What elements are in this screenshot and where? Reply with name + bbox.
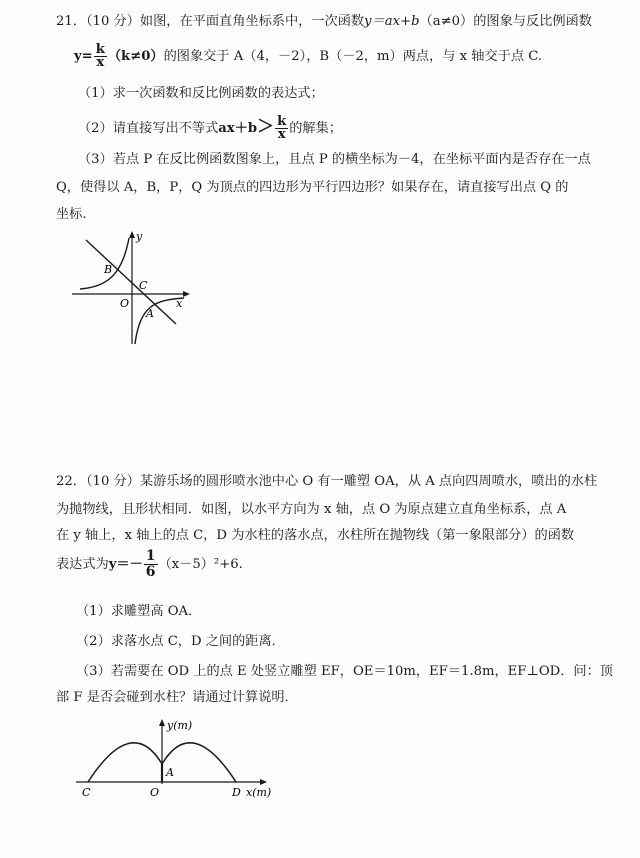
q22-figure [70, 716, 290, 806]
q22-part-1: （1）求雕塑高 OA． [76, 604, 202, 619]
q21-k-over-x [94, 44, 107, 69]
q22-label-x: x(m) [246, 786, 272, 799]
q21-label-O: O [120, 297, 130, 310]
q22-x-arrow-icon [260, 779, 267, 785]
q21-score: （10 分） [85, 14, 140, 29]
q21-part-2 [78, 112, 342, 144]
q21-label-C: C [139, 279, 148, 292]
q22-frac-den: 6 [145, 564, 156, 580]
q22-parabola-left [88, 743, 162, 782]
q21-part-2a: （2）请直接写出不等式 [78, 121, 219, 136]
q21-y-arrow-icon [129, 231, 135, 238]
q21-text-1a: 如图，在平面直角坐标系中，一次函数 [139, 14, 365, 29]
q22-line-2: 为抛物线，且形状相同．如图，以水平方向为 x 轴，点 O 为原点建立直角坐标系，点 A [56, 502, 567, 517]
q22-expr-rest: （x－5）²+6. [158, 557, 243, 572]
q21-part-3-line-1: （3）若点 P 在反比例函数图象上，且点 P 的横坐标为－4，在坐标平面内是否存在一点 [78, 152, 591, 167]
q22-line-3: 在 y 轴上，x 轴上的点 C，D 为水柱的落水点，水柱所在抛物线（第一象限部分）的函数 [56, 528, 575, 543]
q22-label-C: C [82, 786, 91, 799]
q21-ineq-num: k [277, 114, 287, 129]
q21-part-3-line-3: 坐标. [56, 207, 87, 222]
q21-label-x: x [176, 297, 183, 310]
q21-number: 21． [56, 14, 86, 29]
q21-line-2 [74, 42, 542, 72]
q22-number: 22． [56, 474, 86, 489]
q22-label-O: O [150, 786, 160, 799]
q21-label-A: A [146, 307, 154, 320]
q21-label-y: y [136, 230, 143, 243]
q21-part-1: （1）求一次函数和反比例函数的表达式； [78, 86, 324, 101]
q21-inequality-right [275, 116, 288, 141]
q21-frac-den: x [96, 55, 105, 70]
q22-score: （10 分） [85, 474, 140, 489]
q21-linear-eq: y＝ax+b [364, 14, 420, 29]
q21-frac-num: k [95, 42, 105, 57]
q22-label-D: D [232, 786, 241, 799]
q22-fraction [144, 549, 158, 580]
q21-greater-than: ＞ [257, 117, 275, 137]
q21-inverse-y: y= [74, 49, 93, 64]
q21-line-1 [56, 12, 592, 32]
q21-text-1b: 的图象与反比例函数 [473, 14, 592, 29]
q22-text-1: 某游乐场的圆形喷水池中心 O 有一雕塑 OA，从 A 点向四周喷水，喷出的水柱 [139, 474, 598, 489]
q22-part-3-line-2: 部 F 是否会碰到水柱？请通过计算说明． [56, 690, 298, 705]
q22-part-2: （2）求落水点 C，D 之间的距离． [76, 634, 285, 649]
q21-part-3-line-2: Q，使得以 A，B，P，Q 为顶点的四边形为平行四边形？如果存在，请直接写出点 Q 的 [56, 180, 569, 195]
q22-frac-num: 1 [145, 548, 156, 564]
q22-label-A: A [166, 766, 174, 779]
q21-ineq-den: x [277, 127, 286, 142]
q21-figure [66, 226, 196, 348]
q22-label-y: y(m) [167, 719, 193, 732]
q21-part-2b: 的解集； [289, 121, 342, 136]
q21-x-arrow-icon [183, 291, 190, 297]
q21-text-2: 的图象交于 A（4，－2），B（－2，m）两点，与 x 轴交于点 C. [163, 49, 543, 64]
q22-y-arrow-icon [159, 719, 165, 726]
q21-inverse-cond: （k≠0） [107, 49, 164, 64]
q21-inequality-left: ax＋b [218, 121, 258, 136]
q22-line-4 [56, 548, 243, 582]
q21-label-B: B [104, 263, 113, 276]
q22-line-1 [56, 472, 597, 492]
q22-text-4a: 表达式为 [56, 557, 109, 572]
q21-linear-cond: （a≠0） [419, 14, 474, 29]
q22-part-3-line-1: （3）若需要在 OD 上的点 E 处竖立雕塑 EF，OE＝10m，EF＝1.8m，EF⊥OD．问：顶 [76, 664, 613, 679]
q22-expr-y: y＝－ [108, 557, 143, 572]
q21-linear-graph [86, 240, 176, 324]
